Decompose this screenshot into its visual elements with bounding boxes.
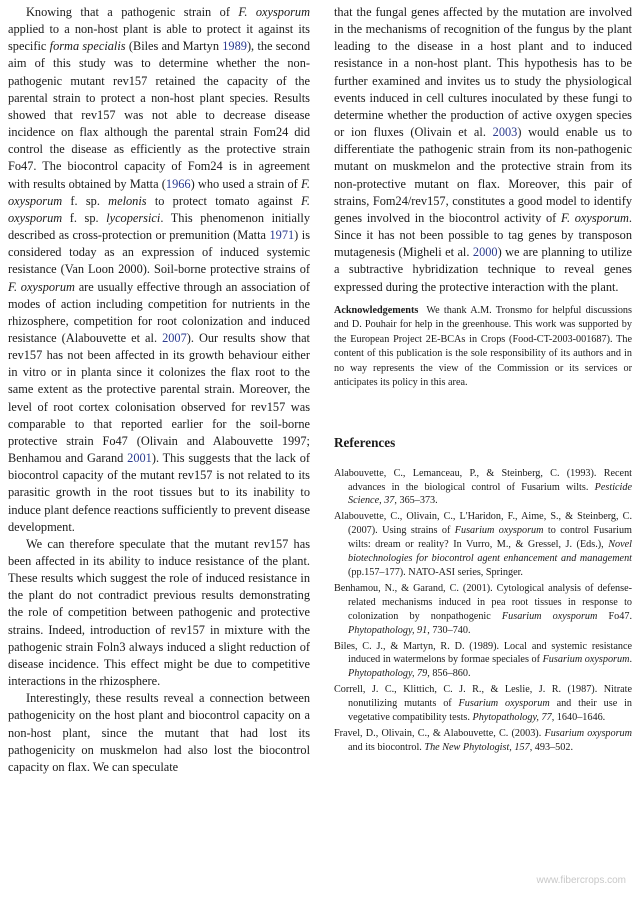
citation-year: 2000	[472, 245, 498, 260]
text-run: Knowing that a pathogenic strain of	[26, 5, 239, 19]
references-heading: References	[334, 434, 396, 450]
italic-text: Fusarium oxysporum	[544, 727, 633, 739]
italic-text: F. oxysporum	[8, 279, 75, 294]
text-run: Benhamou, N., & Garand, C. (2001). Cytological analysis of defense-related mechanisms induced in pea root tissues in response to colonization by nonpathogenic	[334, 582, 632, 622]
citation-year: 2007	[162, 330, 187, 345]
reference-entry	[334, 727, 632, 755]
text-run: ) who used a strain of	[190, 176, 301, 191]
text-run: to control Fusarium wilts: dream or reality? In Vurro, M., & Gressel, J. (Eds.),	[348, 525, 632, 551]
italic-text: lycopersici	[106, 210, 161, 225]
italic-text: Fusarium oxysporum	[454, 525, 544, 537]
reference-entry	[334, 467, 632, 509]
reference-entry	[334, 683, 632, 725]
italic-text: Fusarium oxysporum	[501, 610, 598, 622]
text-run: that the fungal genes affected by the mutation are involved in the mechanisms of recognition of the fungus by the plant leading to the disease in a host plant and to induced resistance in a non-host plant. This hypothesis has to be further examined and invites us to study the physiological events induced in cell cultures inoculated by these fungi to determine whether the production of active oxygen species or ion fluxes (Olivain et al.	[334, 5, 632, 140]
italic-text: F. oxysporum	[561, 210, 629, 225]
text-run: Alabouvette, C., Olivain, C., L'Haridon, F., Aime, S., & Steinberg, C. (2007). Using strains of	[334, 511, 632, 537]
text-run: ). Our results show that rev157 has not been affected in its growth behaviour either in vitro or in planta since it colonizes the flax root to the same extent as the protective parental strain. Moreover, the level of root cortex colonisation observed for rev157 was comparable to that reported earlier for the soil-borne protective strain Fo47 (Olivain and Alabouvette 1997; Benhamou and Garand	[8, 330, 310, 466]
text-run: , 856–860.	[427, 668, 471, 680]
text-run: f. sp.	[62, 210, 107, 225]
text-run: to protect tomato against	[146, 193, 301, 208]
text-run: ) would enable us to differentiate the pathogenic strain from its non-pathogenic mutant on muskmelon and the protective strain from its non-protective mutant on flax. Moreover, this pair of strains, Fom24/rev157, constitutes a good model to identify genes involved in the biocontrol activity of	[334, 125, 632, 225]
text-run: , 493–502.	[529, 741, 573, 753]
citation-year: 2003	[492, 125, 518, 140]
text-run: Correll, J. C., Klittich, C. J. R., & Leslie, J. R. (1987). Nitrate nonutilizing mutants of	[334, 684, 632, 710]
text-run: and its biocontrol.	[348, 741, 425, 753]
watermark: www.fibercrops.com	[536, 875, 626, 886]
text-run: , 730–740.	[427, 624, 471, 636]
right-column	[334, 4, 632, 757]
text-run: . Since it has not been possible to tag genes by transposon mutagenesis (Migheli et al.	[334, 210, 633, 260]
italic-text: The New Phytologist, 157	[424, 741, 530, 753]
reference-entry	[334, 640, 632, 682]
citation-year: 2001	[127, 451, 152, 466]
text-run: (Biles and Martyn	[125, 39, 223, 54]
italic-text: Fusarium oxysporum	[542, 654, 630, 666]
italic-text: Novel biotechnologies for biocontrol agent enhancement and management	[348, 539, 632, 565]
italic-text: melonis	[108, 193, 147, 208]
reference-entry	[334, 510, 632, 580]
references-list	[334, 467, 632, 755]
left-paragraph-3: Interestingly, these results reveal a connection between pathogenicity on the host plant and biocontrol capacity on a non-host plant, since the mutant that had lost its pathogenicity on muskmelon had also lost the biocontrol capacity on flax. We can speculate	[8, 691, 310, 774]
text-run: , 1640–1646.	[551, 712, 606, 724]
text-run: f. sp.	[62, 193, 109, 208]
text-run: ). This suggests that the lack of biocontrol capacity of the mutant rev157 is not related to its parasitic growth in the root tissues but to its inability to induce plant defence reactions sufficiently to prevent disease development.	[8, 451, 311, 534]
reference-entry	[334, 582, 632, 638]
citation-year: 1989	[222, 39, 247, 54]
citation-year: 1971	[269, 228, 295, 243]
italic-text: Phytopathology, 77	[472, 712, 552, 724]
text-run: Alabouvette, C., Lemanceau, P., & Steinberg, C. (1993). Recent advances in the biological control of Fusarium wilts.	[334, 467, 632, 493]
text-run: Fravel, D., Olivain, C., & Alabouvette, C. (2003).	[334, 727, 545, 739]
text-run: and their use in vegetative compatibility tests.	[348, 698, 632, 724]
italic-text: forma specialis	[49, 39, 126, 54]
text-run: are usually effective through an association of modes of action including competition for nutrients in the rhizosphere, competition for root colonization and induced resistance (Alabouvette et al.	[8, 279, 310, 345]
italic-text: F. oxysporum	[238, 5, 311, 19]
italic-text: Fusarium oxysporum	[458, 698, 550, 710]
acknowledgements-heading: Acknowledgements	[334, 304, 419, 316]
italic-text: F. oxysporum	[8, 193, 310, 225]
text-run: ) we are planning to utilize a subtractive hybridization technique to reveal genes expressed during the protective interaction with the plant.	[334, 245, 632, 294]
text-run: , 365–373.	[394, 495, 438, 507]
text-run: . This phenomenon initially described as cross-protection or premunition (Matta	[8, 210, 310, 243]
italic-text: F. oxysporum	[8, 176, 310, 208]
italic-text: Phytopathology, 91	[348, 624, 428, 636]
text-run: Fo47.	[597, 610, 632, 622]
text-run: Biles, C. J., & Martyn, R. D. (1989). Local and systemic resistance induced in watermelons by formae speciales of	[334, 640, 632, 666]
citation-year: 1966	[165, 176, 191, 191]
text-run: .	[629, 654, 633, 666]
left-paragraph-1	[8, 4, 310, 536]
acknowledgements	[334, 304, 632, 391]
left-column	[8, 4, 310, 776]
left-paragraph-2: We can therefore speculate that the mutant rev157 has been affected in its ability to induce resistance of the plant. These results which suggest the role of induced resistance in the plant do not contradict previous results demonstrating the role of competition between pathogenic and protective strains. Indeed, introduction of rev157 in mixture with the pathogenic strain Foln3 always induced a slight reduction of disease incidence. This effect might be due to competitive interactions in the rhizosphere.	[8, 536, 310, 689]
acknowledgements-text: We thank A.M. Tronsmo for helpful discussions and D. Pouhair for help in the greenhouse. This work was supported by the European Project 2E-BCAs in Crops (Food-CT-2003-001687). The content of this publication is the sole responsibility of its authors and in no way represents the view of the Commission or its services or anticipates its policy in this area.	[334, 304, 632, 389]
text-run: ) is considered today as an expression of induced systemic resistance (Van Loon 2000). Soil-borne protective strains of	[8, 228, 310, 277]
text-run: ), the second aim of this study was to determine whether the non-pathogenic mutant rev157 retained the capacity of the parental strain to protect a non-host plant species. Results showed that rev157 was not able to decrease disease incidence on flax although the parental strain Fom24 did control the disease as efficiently as the protective strain Fo47. The biocontrol capacity of Fom24 is in agreement with results obtained by Matta (	[8, 39, 310, 191]
italic-text: Phytopathology, 79	[348, 668, 428, 680]
text-run: applied to a non-host plant is able to protect it against its specific	[8, 22, 310, 54]
right-paragraph-1	[334, 4, 632, 296]
text-run: (pp.157–177). NATO-ASI series, Springer.	[348, 567, 523, 578]
italic-text: Pesticide Science, 37	[348, 481, 632, 507]
